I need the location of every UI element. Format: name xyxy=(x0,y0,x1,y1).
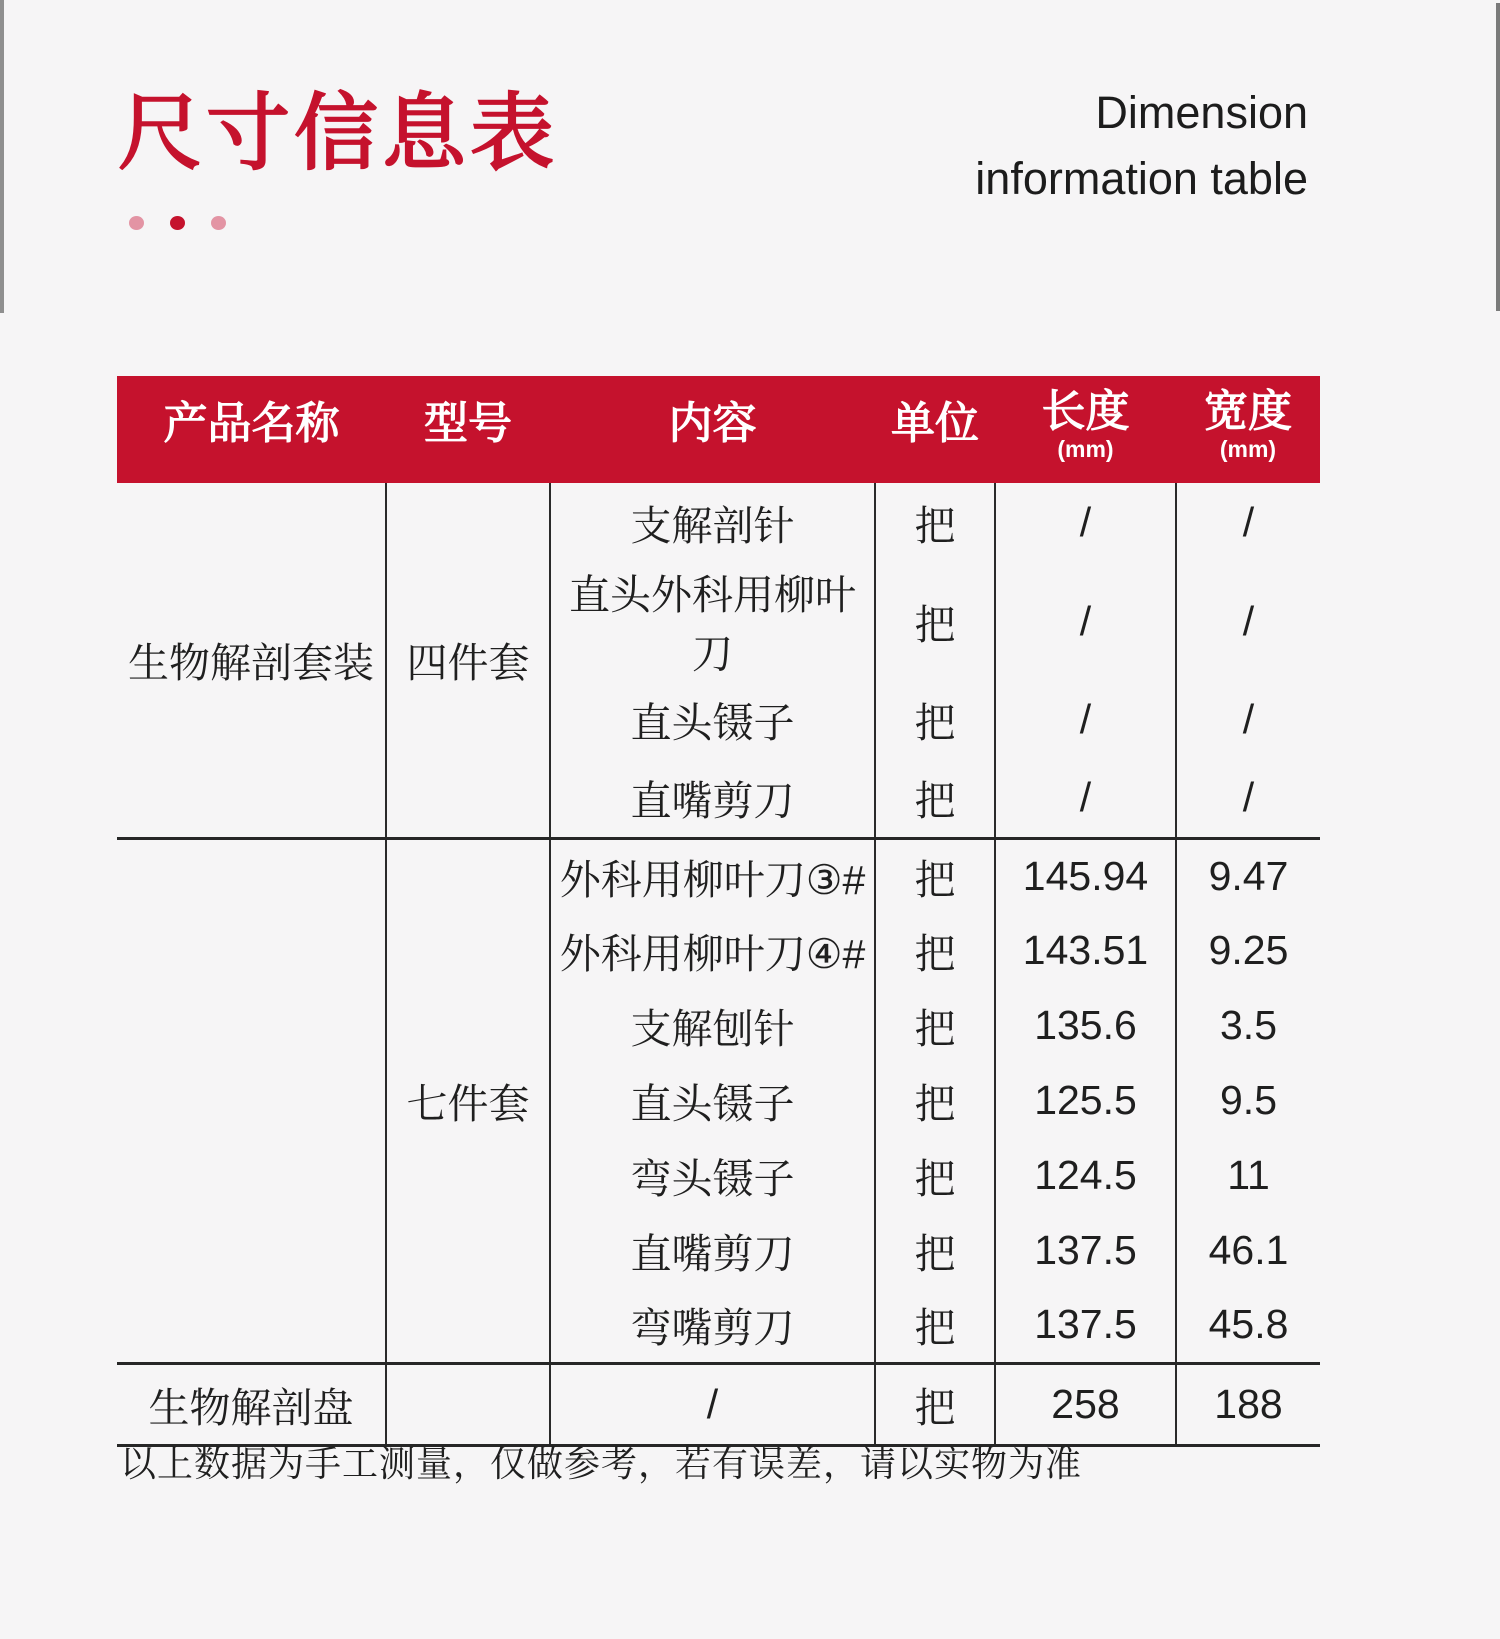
cell-width: / xyxy=(1176,680,1320,759)
cell-width: 11 xyxy=(1176,1138,1320,1213)
cell-width: 9.5 xyxy=(1176,1063,1320,1138)
right-border-line xyxy=(1496,3,1500,311)
dimension-table xyxy=(117,376,1320,1447)
cell-unit: 把 xyxy=(875,562,995,680)
page-title: 尺寸信息表 xyxy=(118,86,559,180)
page-title-english xyxy=(975,80,1308,212)
cell-width: 9.25 xyxy=(1176,913,1320,988)
cell-content: 外科用柳叶刀③# xyxy=(550,838,875,913)
cell-content: 支解剖针 xyxy=(550,483,875,562)
cell-width: 9.47 xyxy=(1176,838,1320,913)
cell-unit: 把 xyxy=(875,1138,995,1213)
page-title-english-line2: information table xyxy=(975,153,1308,204)
cell-model: 四件套 xyxy=(386,483,550,838)
cell-unit: 把 xyxy=(875,988,995,1063)
dot-icon xyxy=(129,216,144,230)
cell-width: / xyxy=(1176,759,1320,838)
cell-width: 45.8 xyxy=(1176,1288,1320,1363)
cell-length: 258 xyxy=(995,1363,1176,1445)
table-header-row xyxy=(117,376,1320,483)
cell-unit: 把 xyxy=(875,1288,995,1363)
cell-length: 135.6 xyxy=(995,988,1176,1063)
header-length: 长度 (mm) xyxy=(995,376,1176,483)
measurement-disclaimer: 以上数据为手工测量，仅做参考，若有误差，请以实物为准 xyxy=(120,1443,1083,1484)
cell-content: 支解刨针 xyxy=(550,988,875,1063)
cell-content: 外科用柳叶刀④# xyxy=(550,913,875,988)
left-border-line xyxy=(0,0,4,313)
cell-content: 弯头镊子 xyxy=(550,1138,875,1213)
table-row xyxy=(117,838,1320,913)
cell-length: 137.5 xyxy=(995,1213,1176,1288)
dot-icon xyxy=(211,216,226,230)
cell-content: 直头外科用柳叶刀 xyxy=(550,562,875,680)
header-length-unit: (mm) xyxy=(1057,436,1114,463)
header-width-unit: (mm) xyxy=(1219,436,1277,463)
cell-model xyxy=(386,1363,550,1445)
table-row xyxy=(117,483,1320,562)
cell-unit: 把 xyxy=(875,913,995,988)
cell-content: 直嘴剪刀 xyxy=(550,759,875,838)
table-group-seven-piece xyxy=(117,838,1320,1363)
header-product: 产品名称 xyxy=(117,376,386,483)
cell-length: / xyxy=(995,759,1176,838)
cell-length: / xyxy=(995,680,1176,759)
cell-length: / xyxy=(995,562,1176,680)
cell-width: / xyxy=(1176,483,1320,562)
table-group-four-piece xyxy=(117,483,1320,838)
header-content: 内容 xyxy=(550,376,875,483)
table-group-dissection-tray xyxy=(117,1363,1320,1445)
cell-width: / xyxy=(1176,562,1320,680)
cell-width: 46.1 xyxy=(1176,1213,1320,1288)
table-header xyxy=(117,376,1320,483)
cell-length: / xyxy=(995,483,1176,562)
cell-unit: 把 xyxy=(875,1063,995,1138)
cell-unit: 把 xyxy=(875,1213,995,1288)
cell-length: 143.51 xyxy=(995,913,1176,988)
cell-unit: 把 xyxy=(875,838,995,913)
cell-unit: 把 xyxy=(875,1363,995,1445)
cell-unit: 把 xyxy=(875,483,995,562)
cell-product-name: 生物解剖盘 xyxy=(148,1384,354,1431)
cell-product-name: 生物解剖套装 xyxy=(128,640,374,687)
cell-content: 直头镊子 xyxy=(550,680,875,759)
cell-length: 145.94 xyxy=(995,838,1176,913)
cell-unit: 把 xyxy=(875,759,995,838)
cell-width: 188 xyxy=(1176,1363,1320,1445)
header-width: 宽度 (mm) xyxy=(1176,376,1320,483)
cell-content: 直嘴剪刀 xyxy=(550,1213,875,1288)
header-unit: 单位 xyxy=(875,376,995,483)
cell-product-name xyxy=(117,838,386,1363)
page-title-english-line1: Dimension xyxy=(1095,87,1308,138)
cell-model: 七件套 xyxy=(386,838,550,1363)
cell-width: 3.5 xyxy=(1176,988,1320,1063)
cell-length: 137.5 xyxy=(995,1288,1176,1363)
table-row xyxy=(117,1363,1320,1445)
cell-content: 弯嘴剪刀 xyxy=(550,1288,875,1363)
cell-content: / xyxy=(550,1363,875,1445)
dot-icon xyxy=(170,216,185,230)
header-model: 型号 xyxy=(386,376,550,483)
cell-unit: 把 xyxy=(875,680,995,759)
title-decoration-dots xyxy=(129,216,226,230)
cell-length: 125.5 xyxy=(995,1063,1176,1138)
cell-content: 直头镊子 xyxy=(550,1063,875,1138)
cell-length: 124.5 xyxy=(995,1138,1176,1213)
